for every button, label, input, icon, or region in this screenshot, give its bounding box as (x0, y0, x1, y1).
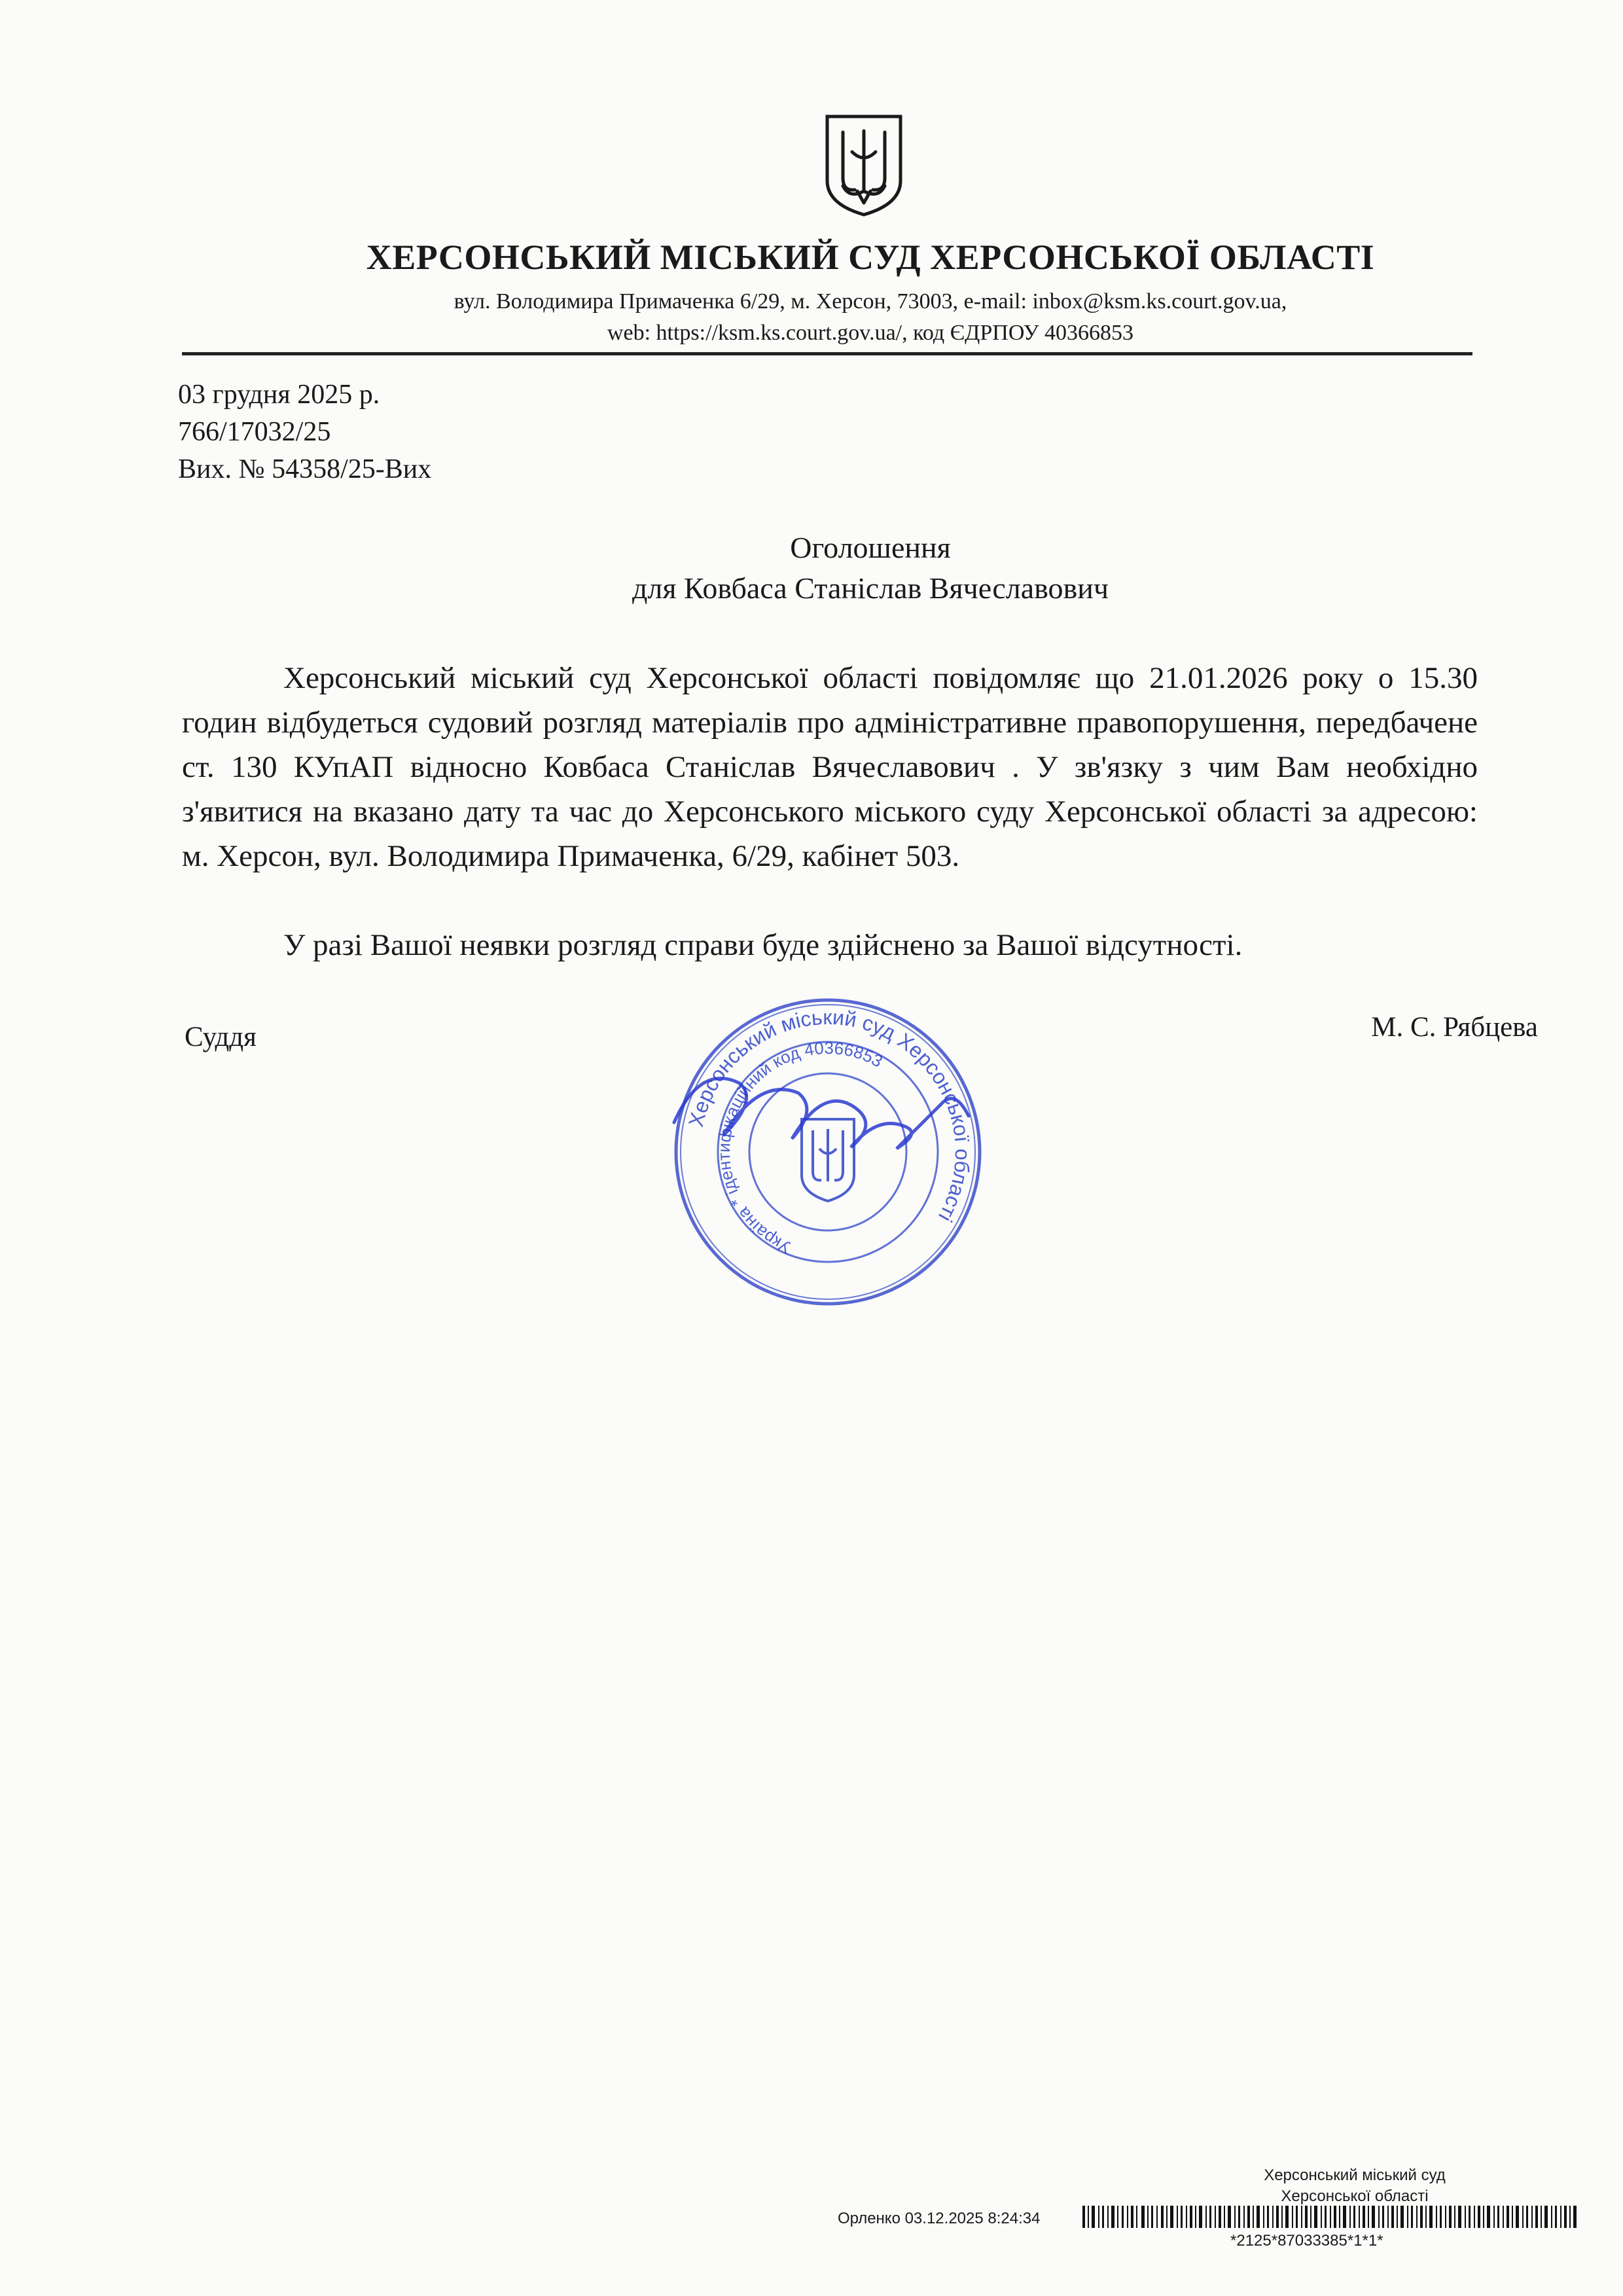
trident-emblem-icon (823, 113, 904, 217)
outgoing-number: Вих. № 54358/25-Вих (178, 454, 432, 484)
judge-role: Суддя (185, 1022, 257, 1052)
announcement-recipient: для Ковбаса Станіслав Вячеславович (632, 571, 1109, 605)
seal-outer-text: Херсонський міський суд Херсонської області (684, 1005, 975, 1227)
footer-court-region: Херсонської області (1281, 2187, 1429, 2205)
registration-stamp: Орленко 03.12.2025 8:24:34 (838, 2210, 1041, 2227)
announcement-title: Оголошення (790, 531, 951, 564)
court-web: web: https://ksm.ks.court.gov.ua/, код ЄДРПОУ 40366853 (607, 321, 1134, 345)
barcode-number: *2125*87033385*1*1* (1230, 2232, 1383, 2250)
court-address: вул. Володимира Примаченка 6/29, м. Херсон, 73003, e-mail: inbox@ksm.ks.court.gov.ua, (454, 289, 1287, 314)
body-paragraph: У разі Вашої неявки розгляд справи буде здійснено за Вашої відсутності. (283, 928, 1243, 962)
document-date: 03 грудня 2025 р. (178, 380, 380, 410)
header-divider (182, 352, 1472, 355)
court-seal (661, 985, 995, 1319)
judge-name: М. С. Рябцева (1371, 1012, 1538, 1043)
seal-trident-icon (802, 1119, 854, 1201)
body-paragraph: Херсонський міський суд Херсонської області повідомляє що 21.01.2026 року о 15.30 годин відбудеться судовий розгляд матеріалів про адміністративне правопорушення, передбачене ст. 130 КУпАП відносно Ковбаса Станіслав Вячеславович . У зв'язку з чим Вам необхідно з'явитися на вказано дату та час до Херсонського міського суду Херсонської області за адресою: м. Херсон, вул. Володимира Примаченка, 6/29, кабінет 503. (182, 661, 1478, 873)
footer-court-name: Херсонський міський суд (1264, 2166, 1446, 2184)
barcode (1082, 2206, 1580, 2228)
case-number: 766/17032/25 (178, 417, 331, 447)
court-name: ХЕРСОНСЬКИЙ МІСЬКИЙ СУД ХЕРСОНСЬКОЇ ОБЛАСТІ (366, 238, 1375, 277)
seal-inner-text: Україна * ідентифікаційний код 40366853 (713, 1037, 886, 1258)
